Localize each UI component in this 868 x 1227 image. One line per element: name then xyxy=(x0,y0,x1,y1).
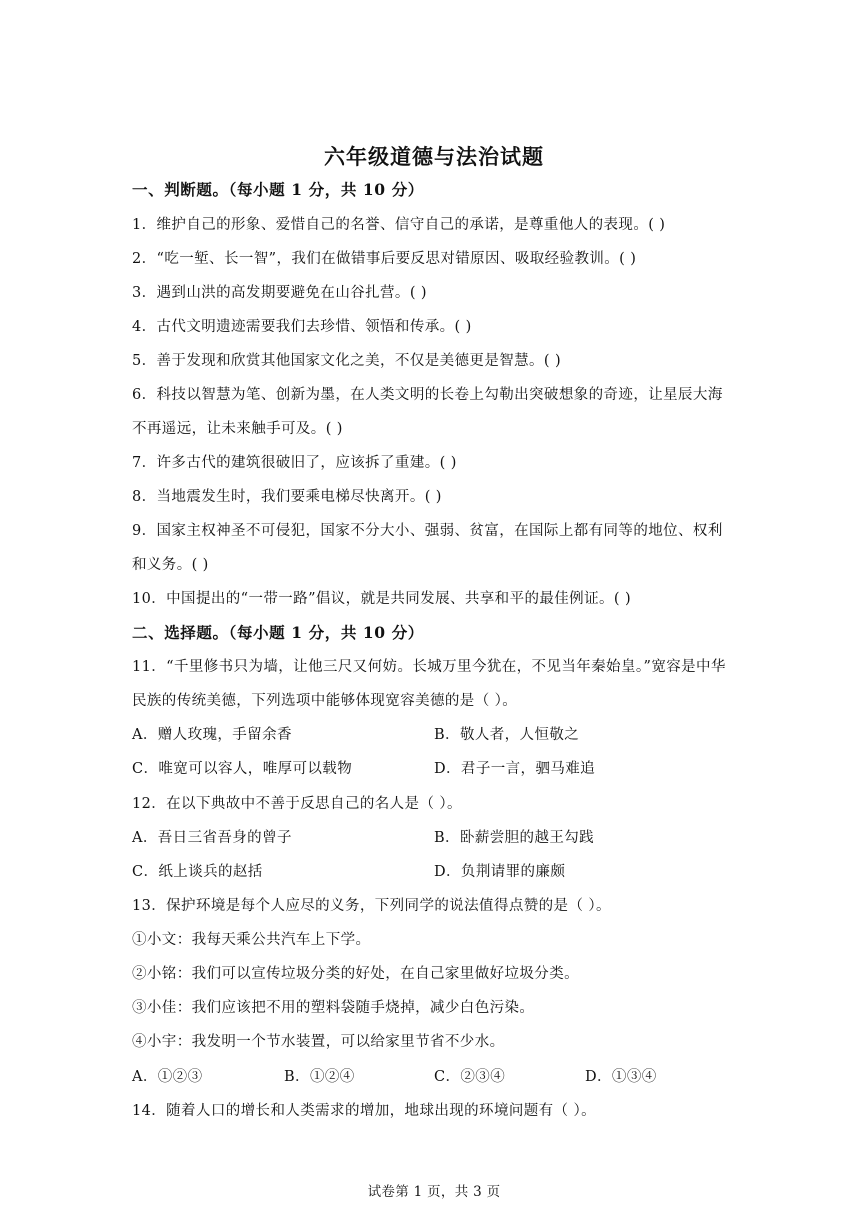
question-11-option-c: C．唯宽可以容人，唯厚可以载物 xyxy=(132,761,353,777)
question-9-line-2: 和义务。( ) xyxy=(132,557,209,573)
section-heading-choice: 二、选择题。（每小题 1 分，共 10 分） xyxy=(132,623,424,642)
question-13-option-a: A．①②③ xyxy=(132,1069,203,1085)
question-7: 7．许多古代的建筑很破旧了，应该拆了重建。( ) xyxy=(132,455,457,471)
question-11-option-b: B．敬人者，人恒敬之 xyxy=(434,727,580,743)
question-11-stem-1: 11．“千里修书只为墙，让他三尺又何妨。长城万里今犹在，不见当年秦始皇。”宽容是中华 xyxy=(132,659,726,675)
question-12-option-a: A．吾日三省吾身的曾子 xyxy=(132,830,292,846)
question-8: 8．当地震发生时，我们要乘电梯尽快离开。( ) xyxy=(132,489,442,505)
question-9-line-1: 9．国家主权神圣不可侵犯，国家不分大小、强弱、贫富，在国际上都有同等的地位、权利 xyxy=(132,523,723,539)
question-11-stem-2: 民族的传统美德，下列选项中能够体现宽容美德的是（ ）。 xyxy=(132,693,518,709)
question-6-line-1: 6．科技以智慧为笔、创新为墨，在人类文明的长卷上勾勒出突破想象的奇迹，让星辰大海 xyxy=(132,387,723,403)
question-14-stem: 14．随着人口的增长和人类需求的增加，地球出现的环境问题有（ ）。 xyxy=(132,1103,597,1119)
question-13-option-b: B．①②④ xyxy=(284,1069,355,1085)
question-13-stem: 13．保护环境是每个人应尽的义务，下列同学的说法值得点赞的是（ ）。 xyxy=(132,898,611,914)
question-13-statement-3: ③小佳：我们应该把不用的塑料袋随手烧掉，减少白色污染。 xyxy=(132,1000,535,1016)
question-5: 5．善于发现和欣赏其他国家文化之美，不仅是美德更是智慧。( ) xyxy=(132,353,562,369)
question-4: 4．古代文明遗迹需要我们去珍惜、领悟和传承。( ) xyxy=(132,319,472,335)
question-12-option-b: B．卧薪尝胆的越王勾践 xyxy=(434,830,595,846)
question-13-statement-1: ①小文：我每天乘公共汽车上下学。 xyxy=(132,932,371,948)
question-12-option-c: C．纸上谈兵的赵括 xyxy=(132,864,263,880)
question-1: 1．维护自己的形象、爱惜自己的名誉、信守自己的承诺，是尊重他人的表现。( ) xyxy=(132,217,666,233)
question-11-option-d: D．君子一言，驷马难追 xyxy=(434,761,596,777)
question-6-line-2: 不再遥远，让未来触手可及。( ) xyxy=(132,421,343,437)
page-title: 六年级道德与法治试题 xyxy=(324,144,544,169)
question-13-statement-2: ②小铭：我们可以宣传垃圾分类的好处，在自己家里做好垃圾分类。 xyxy=(132,966,579,982)
question-13-option-d: D．①③④ xyxy=(585,1069,657,1085)
question-12-stem: 12．在以下典故中不善于反思自己的名人是（ ）。 xyxy=(132,796,462,812)
question-12-option-d: D．负荆请罪的廉颇 xyxy=(434,864,566,880)
section-heading-judge: 一、判断题。（每小题 1 分，共 10 分） xyxy=(132,180,424,199)
question-3: 3．遇到山洪的高发期要避免在山谷扎营。( ) xyxy=(132,285,427,301)
question-13-option-c: C．②③④ xyxy=(434,1069,506,1085)
question-10: 10．中国提出的“一带一路”倡议，就是共同发展、共享和平的最佳例证。( ) xyxy=(132,591,631,607)
question-2: 2．“吃一堑、长一智”，我们在做错事后要反思对错原因、吸取经验教训。( ) xyxy=(132,251,637,267)
question-13-statement-4: ④小宇：我发明一个节水装置，可以给家里节省不少水。 xyxy=(132,1034,505,1050)
page-footer: 试卷第 1 页，共 3 页 xyxy=(367,1184,501,1200)
question-11-option-a: A．赠人玫瑰，手留余香 xyxy=(132,727,292,743)
